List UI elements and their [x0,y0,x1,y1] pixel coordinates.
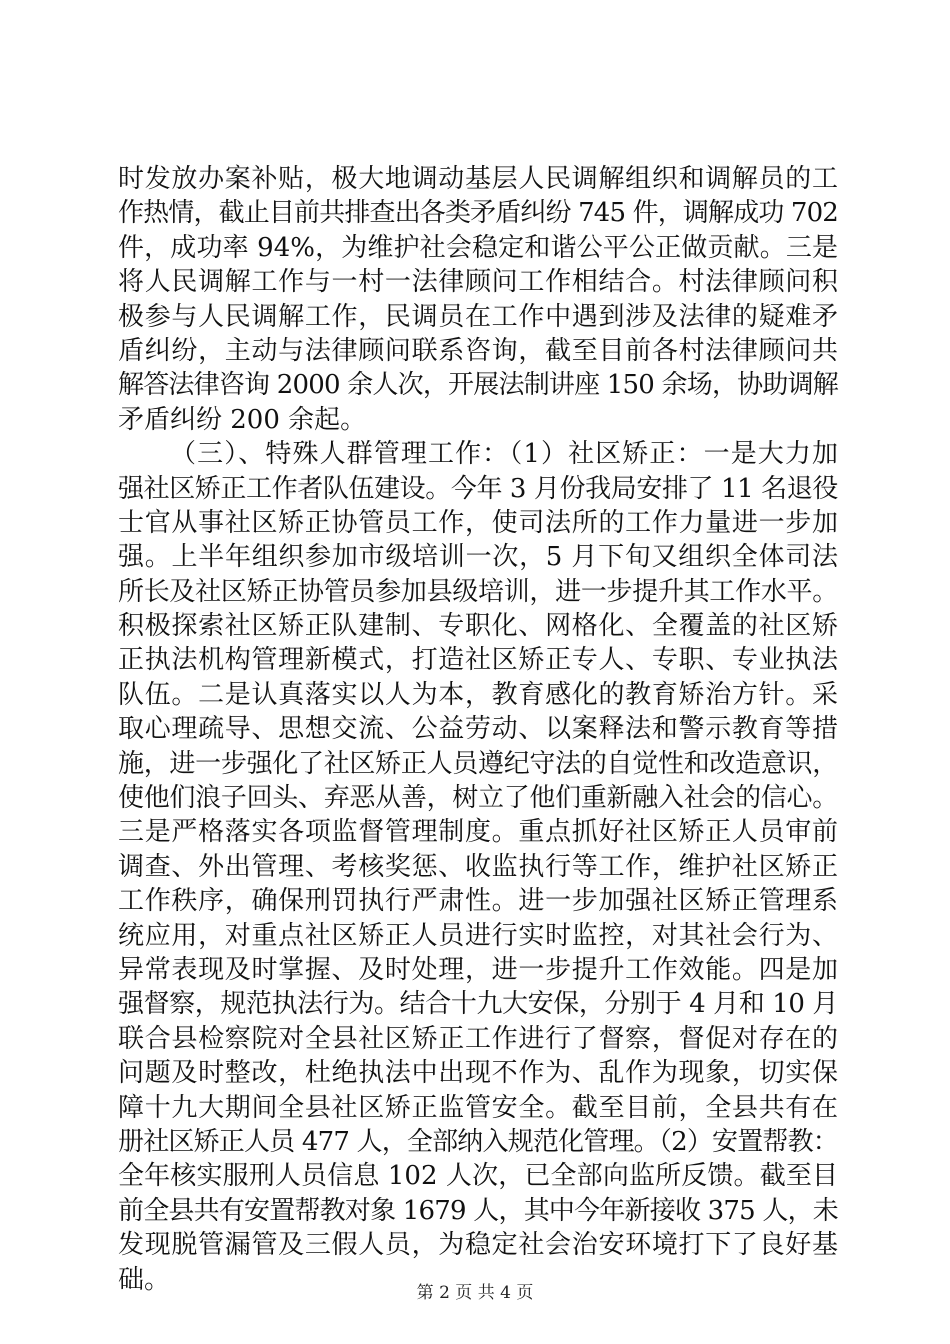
text-line: 问题及时整改，杜绝执法中出现不作为、乱作为现象，切实保 [118,1058,838,1089]
text-line: 三是严格落实各项监督管理制度。重点抓好社区矫正人员审前 [118,817,838,848]
text-line: 件，成功率 94%，为维护社会稳定和谐公平公正做贡献。三是 [118,232,838,263]
text-line: 障十九大期间全县社区矫正监管安全。截至目前，全县共有在 [118,1092,838,1123]
text-line: 队伍。二是认真落实以人为本，教育感化的教育矫治方针。采 [118,679,838,710]
text-line: 强。上半年组织参加市级培训一次，5 月下旬又组织全体司法 [118,542,838,573]
text-line: 矛盾纠纷 200 余起。 [118,404,367,435]
text-line: 解答法律咨询 2000 余人次，开展法制讲座 150 余场，协助调解 [118,370,838,401]
text-line: 础。 [118,1264,171,1295]
text-line: 强督察，规范执法行为。结合十九大安保，分别于 4 月和 10 月 [118,989,838,1020]
text-line: 联合县检察院对全县社区矫正工作进行了督察，督促对存在的 [118,1023,838,1054]
text-line: 士官从事社区矫正协管员工作，使司法所的工作力量进一步加 [118,507,838,538]
text-line: 前全县共有安置帮教对象 1679 人，其中今年新接收 375 人，未 [118,1195,838,1226]
text-line: 使他们浪子回头、弃恶从善，树立了他们重新融入社会的信心。 [118,783,838,814]
text-line: 所长及社区矫正协管员参加县级培训，进一步提升其工作水平。 [118,576,838,607]
text-line: 正执法机构管理新模式，打造社区矫正专人、专职、专业执法 [118,645,838,676]
text-line: 强社区矫正工作者队伍建设。今年 3 月份我局安排了 11 名退役 [118,473,838,504]
text-line: 将人民调解工作与一村一法律顾问工作相结合。村法律顾问积 [118,267,838,298]
text-line: 极参与人民调解工作，民调员在工作中遇到涉及法律的疑难矛 [118,301,838,332]
text-line: 册社区矫正人员 477 人，全部纳入规范化管理。（2）安置帮教： [118,1126,838,1157]
text-line: 时发放办案补贴，极大地调动基层人民调解组织和调解员的工 [118,164,838,194]
text-line: （三）、特殊人群管理工作：（1）社区矫正：一是大力加 [170,439,838,470]
text-line: 工作秩序，确保刑罚执行严肃性。进一步加强社区矫正管理系 [118,886,838,917]
text-line: 积极探索社区矫正队建制、专职化、网格化、全覆盖的社区矫 [118,611,838,642]
page-footer: 第 2 页 共 4 页 [416,1283,534,1303]
text-line: 异常表现及时掌握、及时处理，进一步提升工作效能。四是加 [118,954,838,985]
text-line: 调查、外出管理、考核奖惩、收监执行等工作，维护社区矫正 [118,851,838,882]
body-text [118,162,838,1297]
text-line: 盾纠纷，主动与法律顾问联系咨询，截至目前各村法律顾问共 [118,335,838,366]
text-line: 施，进一步强化了社区矫正人员遵纪守法的自觉性和改造意识， [118,748,838,779]
text-line: 全年核实服刑人员信息 102 人次，已全部向监所反馈。截至目 [118,1161,838,1192]
text-line: 发现脱管漏管及三假人员，为稳定社会治安环境打下了良好基 [118,1230,838,1261]
text-line: 取心理疏导、思想交流、公益劳动、以案释法和警示教育等措 [118,714,838,745]
text-line: 作热情，截止目前共排查出各类矛盾纠纷 745 件，调解成功 702 [118,198,838,229]
text-line: 统应用，对重点社区矫正人员进行实时监控，对其社会行为、 [118,920,838,951]
